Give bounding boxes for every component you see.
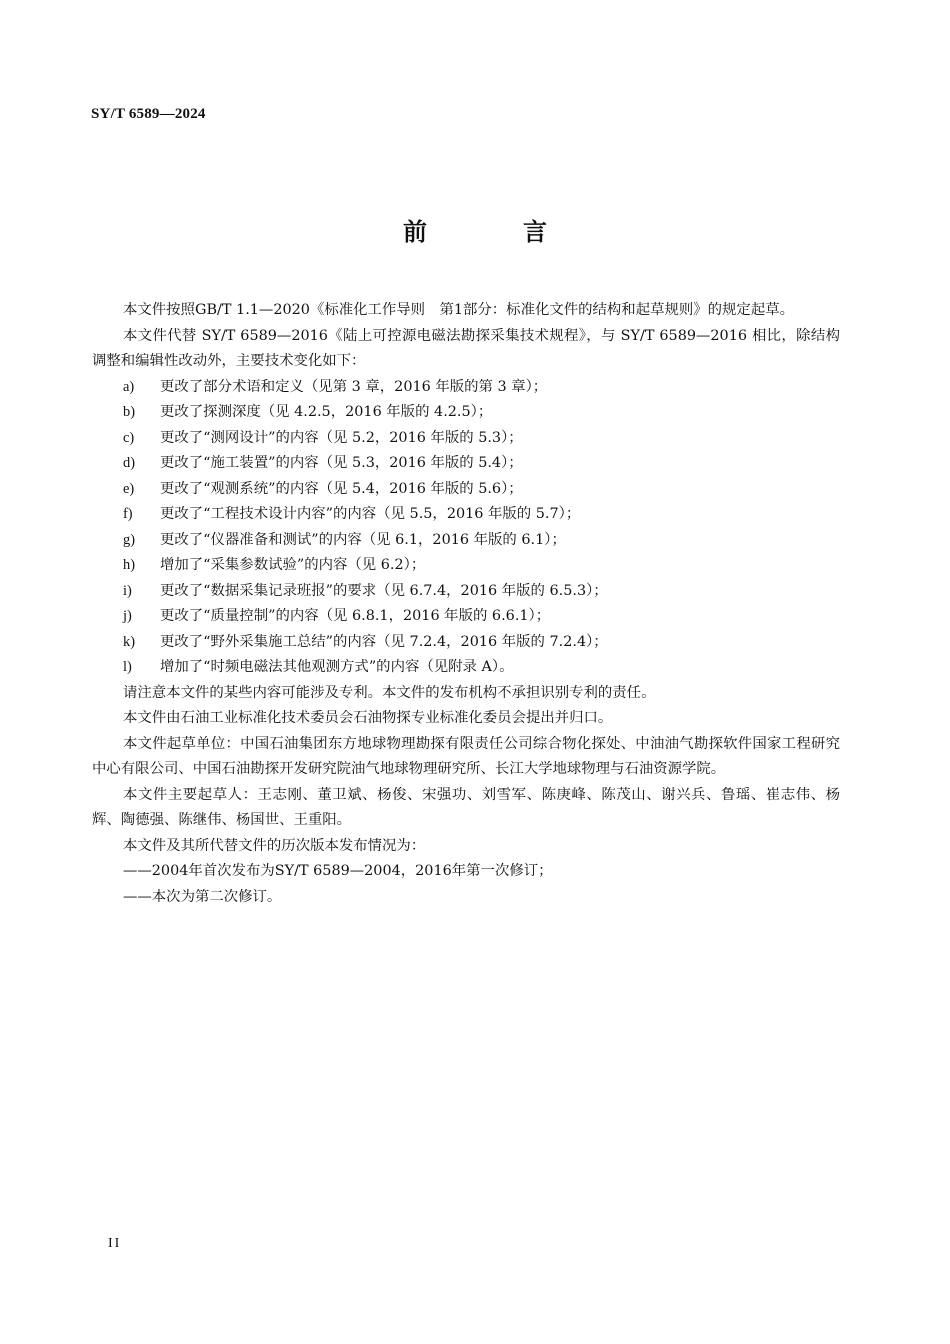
list-marker: f) xyxy=(123,506,133,522)
list-item xyxy=(92,426,840,452)
list-item-text: 更改了探测深度（见 4.2.5，2016 年版的 4.2.5）； xyxy=(160,404,493,420)
list-item-text: 更改了“质量控制”的内容（见 6.8.1，2016 年版的 6.6.1）； xyxy=(160,608,551,624)
list-marker: g) xyxy=(123,531,135,548)
list-item-text: 更改了“野外采集施工总结”的内容（见 7.2.4，2016 年版的 7.2.4）； xyxy=(160,633,608,650)
list-marker: j) xyxy=(123,608,132,624)
list-marker: k) xyxy=(123,633,135,650)
list-item xyxy=(92,604,840,630)
list-item-text: 增加了“时频电磁法其他观测方式”的内容（见附录 A）。 xyxy=(160,659,514,675)
list-item-text: 更改了“观测系统”的内容（见 5.4，2016 年版的 5.6）； xyxy=(160,480,523,497)
list-item-text: 更改了部分术语和定义（见第 3 章，2016 年版的第 3 章）； xyxy=(160,378,548,395)
list-marker: c) xyxy=(123,429,135,446)
page-number: II xyxy=(108,1236,122,1251)
list-item xyxy=(92,375,840,401)
paragraph-patent-notice: 请注意本文件的某些内容可能涉及专利。本文件的发布机构不承担识别专利的责任。 xyxy=(123,684,656,701)
list-item-text: 更改了“数据采集记录班报”的要求（见 6.7.4，2016 年版的 6.5.3）； xyxy=(160,582,608,599)
standard-code-header: SY/T 6589—2024 xyxy=(91,106,206,122)
foreword-body xyxy=(92,298,840,910)
paragraph-drafting-units: 本文件起草单位：中国石油集团东方地球物理勘探有限责任公司综合物化探处、中油油气勘探软件国家工程研究中心有限公司、中国石油勘探开发研究院油气地球物理研究所、长江大学地球物理与石油资源学院。 xyxy=(92,735,840,777)
list-item-text: 增加了“采集参数试验”的内容（见 6.2）； xyxy=(160,557,426,573)
list-item-text: 更改了“测网设计”的内容（见 5.2，2016 年版的 5.3）； xyxy=(160,429,523,446)
list-item-text: 更改了“工程技术设计内容”的内容（见 5.5，2016 年版的 5.7）； xyxy=(160,506,581,522)
list-marker: h) xyxy=(123,557,135,573)
list-marker: a) xyxy=(123,378,135,395)
paragraph-proposer: 本文件由石油工业标准化技术委员会石油物探专业标准化委员会提出并归口。 xyxy=(123,710,613,726)
list-item xyxy=(92,400,840,426)
list-item xyxy=(92,502,840,528)
history-item: ——2004年首次发布为SY/T 6589—2004，2016年第一次修订； xyxy=(123,863,553,879)
paragraph-history-intro: 本文件及其所代替文件的历次版本发布情况为： xyxy=(123,837,426,854)
paragraph-drafting-rules: 本文件按照GB/T 1.1—2020《标准化工作导则 第1部分：标准化文件的结构和起草规则》的规定起草。 xyxy=(123,302,794,318)
page-title: 前 言 xyxy=(403,218,583,246)
list-item-text: 更改了“施工装置”的内容（见 5.3，2016 年版的 5.4）； xyxy=(160,455,523,471)
list-item xyxy=(92,451,840,477)
list-marker: e) xyxy=(123,480,135,497)
list-marker: l) xyxy=(123,659,132,675)
paragraph-replacement-note: 本文件代替 SY/T 6589—2016《陆上可控源电磁法勘探采集技术规程》，与 SY/T 6589—2016 相比，除结构调整和编辑性改动外，主要技术变化如下： xyxy=(92,327,840,369)
list-marker: i) xyxy=(123,582,132,599)
list-item xyxy=(92,477,840,503)
history-item: ——本次为第二次修订。 xyxy=(123,888,282,905)
list-item xyxy=(92,553,840,579)
list-item-text: 更改了“仪器准备和测试”的内容（见 6.1，2016 年版的 6.1）； xyxy=(160,531,566,548)
list-item xyxy=(92,528,840,554)
list-item xyxy=(92,630,840,656)
list-item xyxy=(92,579,840,605)
list-marker: b) xyxy=(123,404,135,420)
paragraph-drafters: 本文件主要起草人：王志刚、董卫斌、杨俊、宋强功、刘雪军、陈庚峰、陈茂山、谢兴兵、鲁瑶、崔志伟、杨辉、陶德强、陈继伟、杨国世、王重阳。 xyxy=(92,786,840,828)
list-marker: d) xyxy=(123,455,135,471)
list-item xyxy=(92,655,840,681)
technical-changes-list xyxy=(92,375,840,681)
